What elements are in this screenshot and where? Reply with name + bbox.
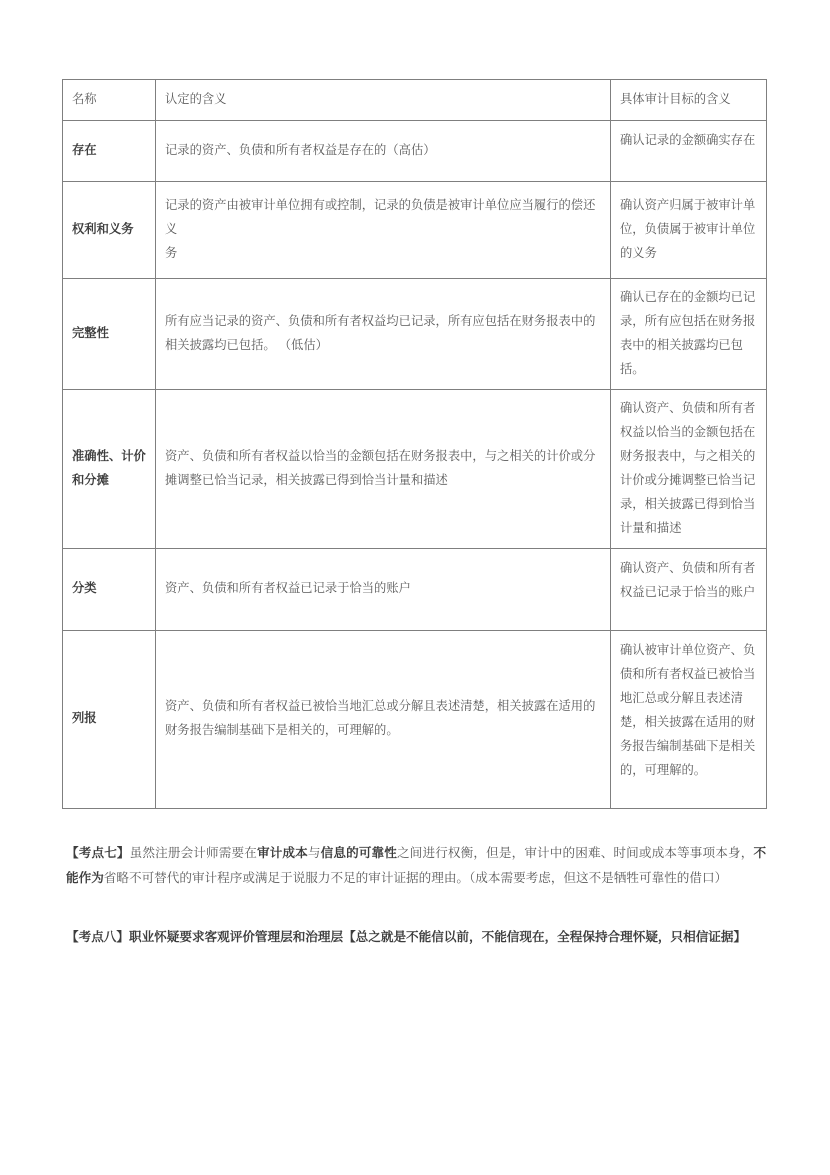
column-header-assertion-meaning: 认定的含义 (156, 80, 611, 121)
table-row (63, 630, 767, 808)
audit-objective-accuracy-valuation-allocation: 确认资产、负债和所有者权益以恰当的金额包括在财务报表中，与之相关的计价或分摊调整已恰当记录，相关披露已得到恰当计量和描述 (611, 389, 767, 548)
column-header-audit-objective-meaning: 具体审计目标的含义 (611, 80, 767, 121)
note-eight-text: 职业怀疑要求客观评价管理层和治理层【总之就是不能信以前，不能信现在，全程保持合理怀疑，只相信证据】 (128, 929, 747, 944)
assertion-meaning-accuracy-valuation-allocation: 资产、负债和所有者权益以恰当的金额包括在财务报表中，与之相关的计价或分摊调整已恰当记录，相关披露已得到恰当计量和描述 (156, 389, 611, 548)
assertion-meaning-line-2: 务 (165, 245, 178, 260)
assertion-name-classification: 分类 (63, 548, 156, 630)
assertion-meaning-existence: 记录的资产、负债和所有者权益是存在的（高估） (156, 120, 611, 181)
note-point-seven (66, 841, 766, 893)
note-seven-bold-information-reliability: 信息的可靠性 (320, 845, 398, 860)
assertion-name-completeness: 完整性 (63, 278, 156, 389)
table-row (63, 389, 767, 548)
note-seven-marker: 【考点七】 (66, 845, 130, 860)
audit-objective-presentation: 确认被审计单位资产、负债和所有者权益已被恰当地汇总或分解且表述清楚，相关披露在适用的财务报告编制基础下是相关的，可理解的。 (611, 630, 767, 808)
audit-objective-rights-obligations: 确认资产归属于被审计单位，负债属于被审计单位的义务 (611, 181, 767, 278)
assertion-name-presentation: 列报 (63, 630, 156, 808)
note-seven-segment-4: 省略不可替代的审计程序或满足于说服力不足的审计证据的理由。（成本需要考虑，但这不是牺牲可靠性的借口） (103, 871, 728, 886)
audit-objective-classification: 确认资产、负债和所有者权益已记录于恰当的账户 (611, 548, 767, 630)
table-row (63, 278, 767, 389)
table-row (63, 548, 767, 630)
note-seven-segment-3: 之间进行权衡，但是，审计中的困难、时间或成本等事项本身， (397, 845, 754, 860)
assertion-name-accuracy-valuation-allocation: 准确性、计价和分摊 (63, 389, 156, 548)
column-header-name: 名称 (63, 80, 156, 121)
assertion-name-existence: 存在 (63, 120, 156, 181)
table-header-row (63, 80, 767, 121)
assertion-meaning-presentation: 资产、负债和所有者权益已被恰当地汇总或分解且表述清楚，相关披露在适用的财务报告编制基础下是相关的，可理解的。 (156, 630, 611, 808)
note-seven-segment-2: 与 (307, 845, 321, 860)
table-row (63, 181, 767, 278)
audit-objective-completeness: 确认已存在的金额均已记录，所有应包括在财务报表中的相关披露均已包括。 (611, 278, 767, 389)
assertion-meaning-classification: 资产、负债和所有者权益已记录于恰当的账户 (156, 548, 611, 630)
note-seven-bold-audit-cost: 审计成本 (256, 845, 308, 860)
assertions-audit-objectives-table (62, 79, 767, 809)
assertion-meaning-rights-obligations (156, 181, 611, 278)
note-point-eight (66, 925, 766, 951)
note-eight-marker: 【考点八】 (66, 929, 129, 944)
note-seven-segment-1: 虽然注册会计师需要在 (129, 845, 257, 860)
assertion-name-rights-obligations: 权利和义务 (63, 181, 156, 278)
note-seven-bold-cannot-be-used-as: 不能作为 (66, 845, 767, 886)
table-row (63, 120, 767, 181)
assertion-meaning-completeness: 所有应当记录的资产、负债和所有者权益均已记录，所有应包括在财务报表中的相关披露均已包括。 （低估） (156, 278, 611, 389)
assertion-meaning-line-1: 记录的资产由被审计单位拥有或控制，记录的负债是被审计单位应当履行的偿还义 (165, 198, 596, 236)
audit-objective-existence: 确认记录的金额确实存在 (611, 120, 767, 181)
